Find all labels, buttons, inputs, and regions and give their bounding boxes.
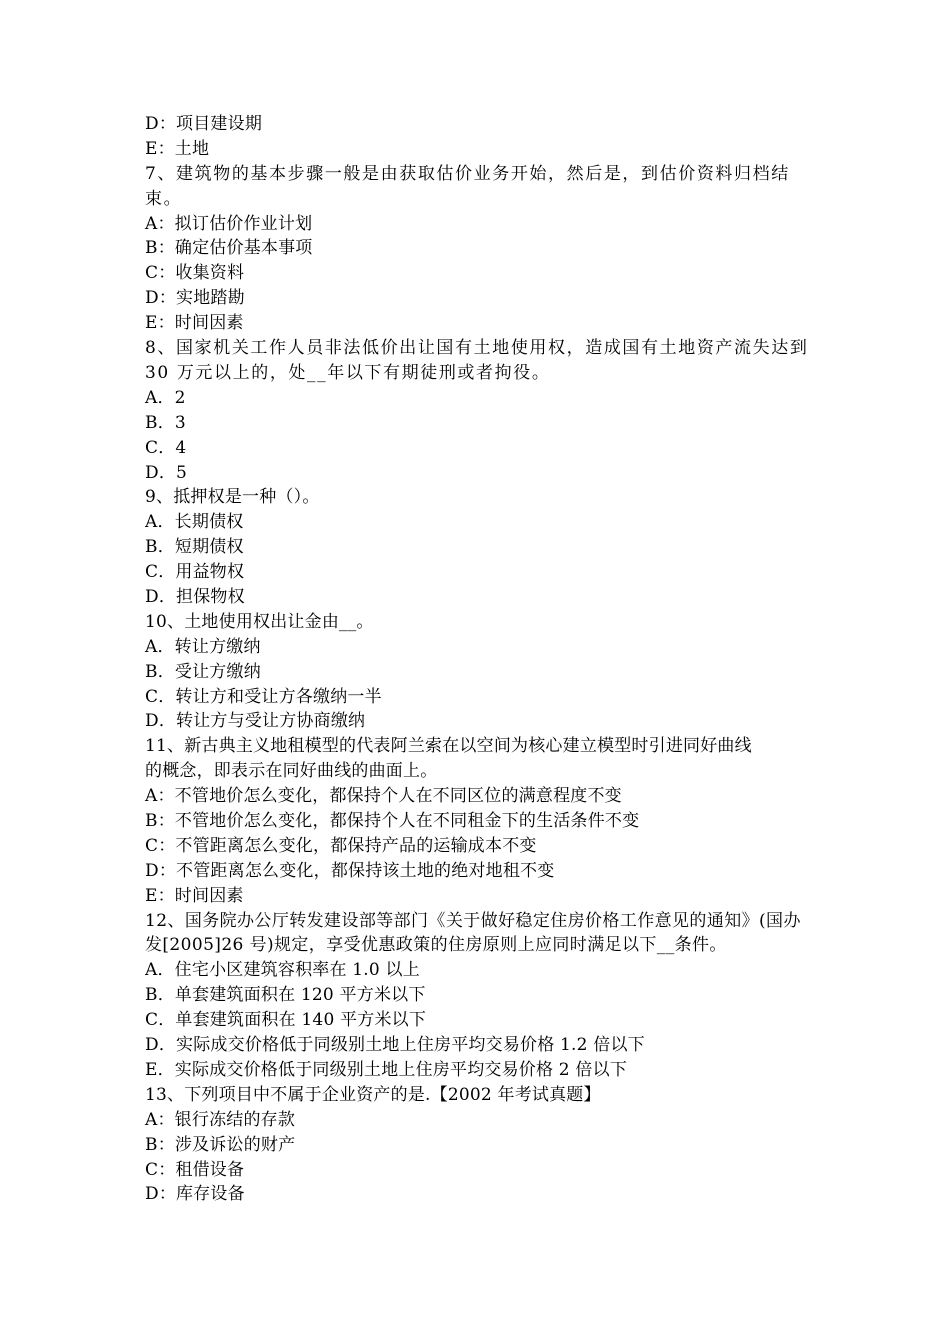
question-8: 8、国家机关工作人员非法低价出让国有土地使用权，造成国有土地资产流失达到 30 万元以上的，处__年以下有期徒刑或者拘役。 (145, 338, 809, 383)
option-e-q12: E．实际成交价格低于同级别土地上住房平均交易价格 2 倍以下 (145, 1059, 628, 1080)
question-9: 9、抵押权是一种（）。 (145, 487, 320, 508)
option-a-q9: A．长期债权 (145, 512, 244, 533)
option-d-q8: D．5 (145, 462, 188, 483)
option-e-q6: E：土地 (145, 138, 210, 159)
option-b-q13: B：涉及诉讼的财产 (145, 1134, 296, 1155)
option-c-q10: C．转让方和受让方各缴纳一半 (145, 686, 382, 707)
option-b-q12: B．单套建筑面积在 120 平方米以下 (145, 985, 426, 1006)
option-b-q7: B：确定估价基本事项 (145, 238, 313, 259)
option-b-q10: B．受让方缴纳 (145, 661, 261, 682)
option-c-q7: C：收集资料 (145, 263, 245, 284)
option-d-q11: D：不管距离怎么变化，都保持该土地的绝对地租不变 (145, 860, 555, 881)
option-d-q6: D：项目建设期 (145, 114, 263, 134)
option-d-q7: D：实地踏勘 (145, 288, 245, 309)
option-a-q8: A．2 (145, 387, 186, 408)
option-d-q10: D．转让方与受让方协商缴纳 (145, 711, 366, 732)
question-11-line-2: 的概念，即表示在同好曲线的曲面上。 (145, 761, 438, 782)
option-c-q11: C：不管距离怎么变化，都保持产品的运输成本不变 (145, 835, 537, 856)
question-7: 7、建筑物的基本步骤一般是由获取估价业务开始，然后是，到估价资料归档结束。 (145, 163, 790, 209)
option-e-q11: E：时间因素 (145, 885, 244, 906)
option-c-q9: C．用益物权 (145, 562, 245, 583)
question-10: 10、土地使用权出让金由__。 (145, 611, 374, 632)
option-a-q13: A：银行冻结的存款 (145, 1109, 296, 1130)
option-c-q8: C．4 (145, 437, 187, 458)
option-d-q13: D：库存设备 (145, 1184, 245, 1205)
option-b-q11: B：不管地价怎么变化，都保持个人在不同租金下的生活条件不变 (145, 811, 640, 831)
option-c-q13: C：租借设备 (145, 1159, 245, 1180)
option-a-q11: A：不管地价怎么变化，都保持个人在不同区位的满意程度不变 (145, 786, 622, 807)
option-c-q12: C．单套建筑面积在 140 平方米以下 (145, 1010, 427, 1031)
option-a-q10: A．转让方缴纳 (145, 636, 261, 657)
option-b-q9: B．短期债权 (145, 537, 244, 558)
option-d-q12: D．实际成交价格低于同级别土地上住房平均交易价格 1.2 倍以下 (145, 1035, 645, 1056)
question-13: 13、下列项目中不属于企业资产的是.【2002 年考试真题】 (145, 1084, 601, 1105)
document-body (145, 112, 815, 1207)
option-a-q7: A：拟订估价作业计划 (145, 213, 313, 234)
option-a-q12: A．住宅小区建筑容积率在 1.0 以上 (145, 960, 420, 981)
option-e-q7: E：时间因素 (145, 313, 244, 334)
option-d-q9: D．担保物权 (145, 586, 245, 607)
question-11-line-1: 11、新古典主义地租模型的代表阿兰索在以空间为核心建立模型时引进同好曲线 (145, 736, 752, 757)
question-12: 12、国务院办公厅转发建设部等部门《关于做好稳定住房价格工作意见的通知》(国办发[2005]26 号)规定，享受优惠政策的住房原则上应同时满足以下__条件。 (145, 910, 801, 956)
option-b-q8: B．3 (145, 412, 186, 433)
